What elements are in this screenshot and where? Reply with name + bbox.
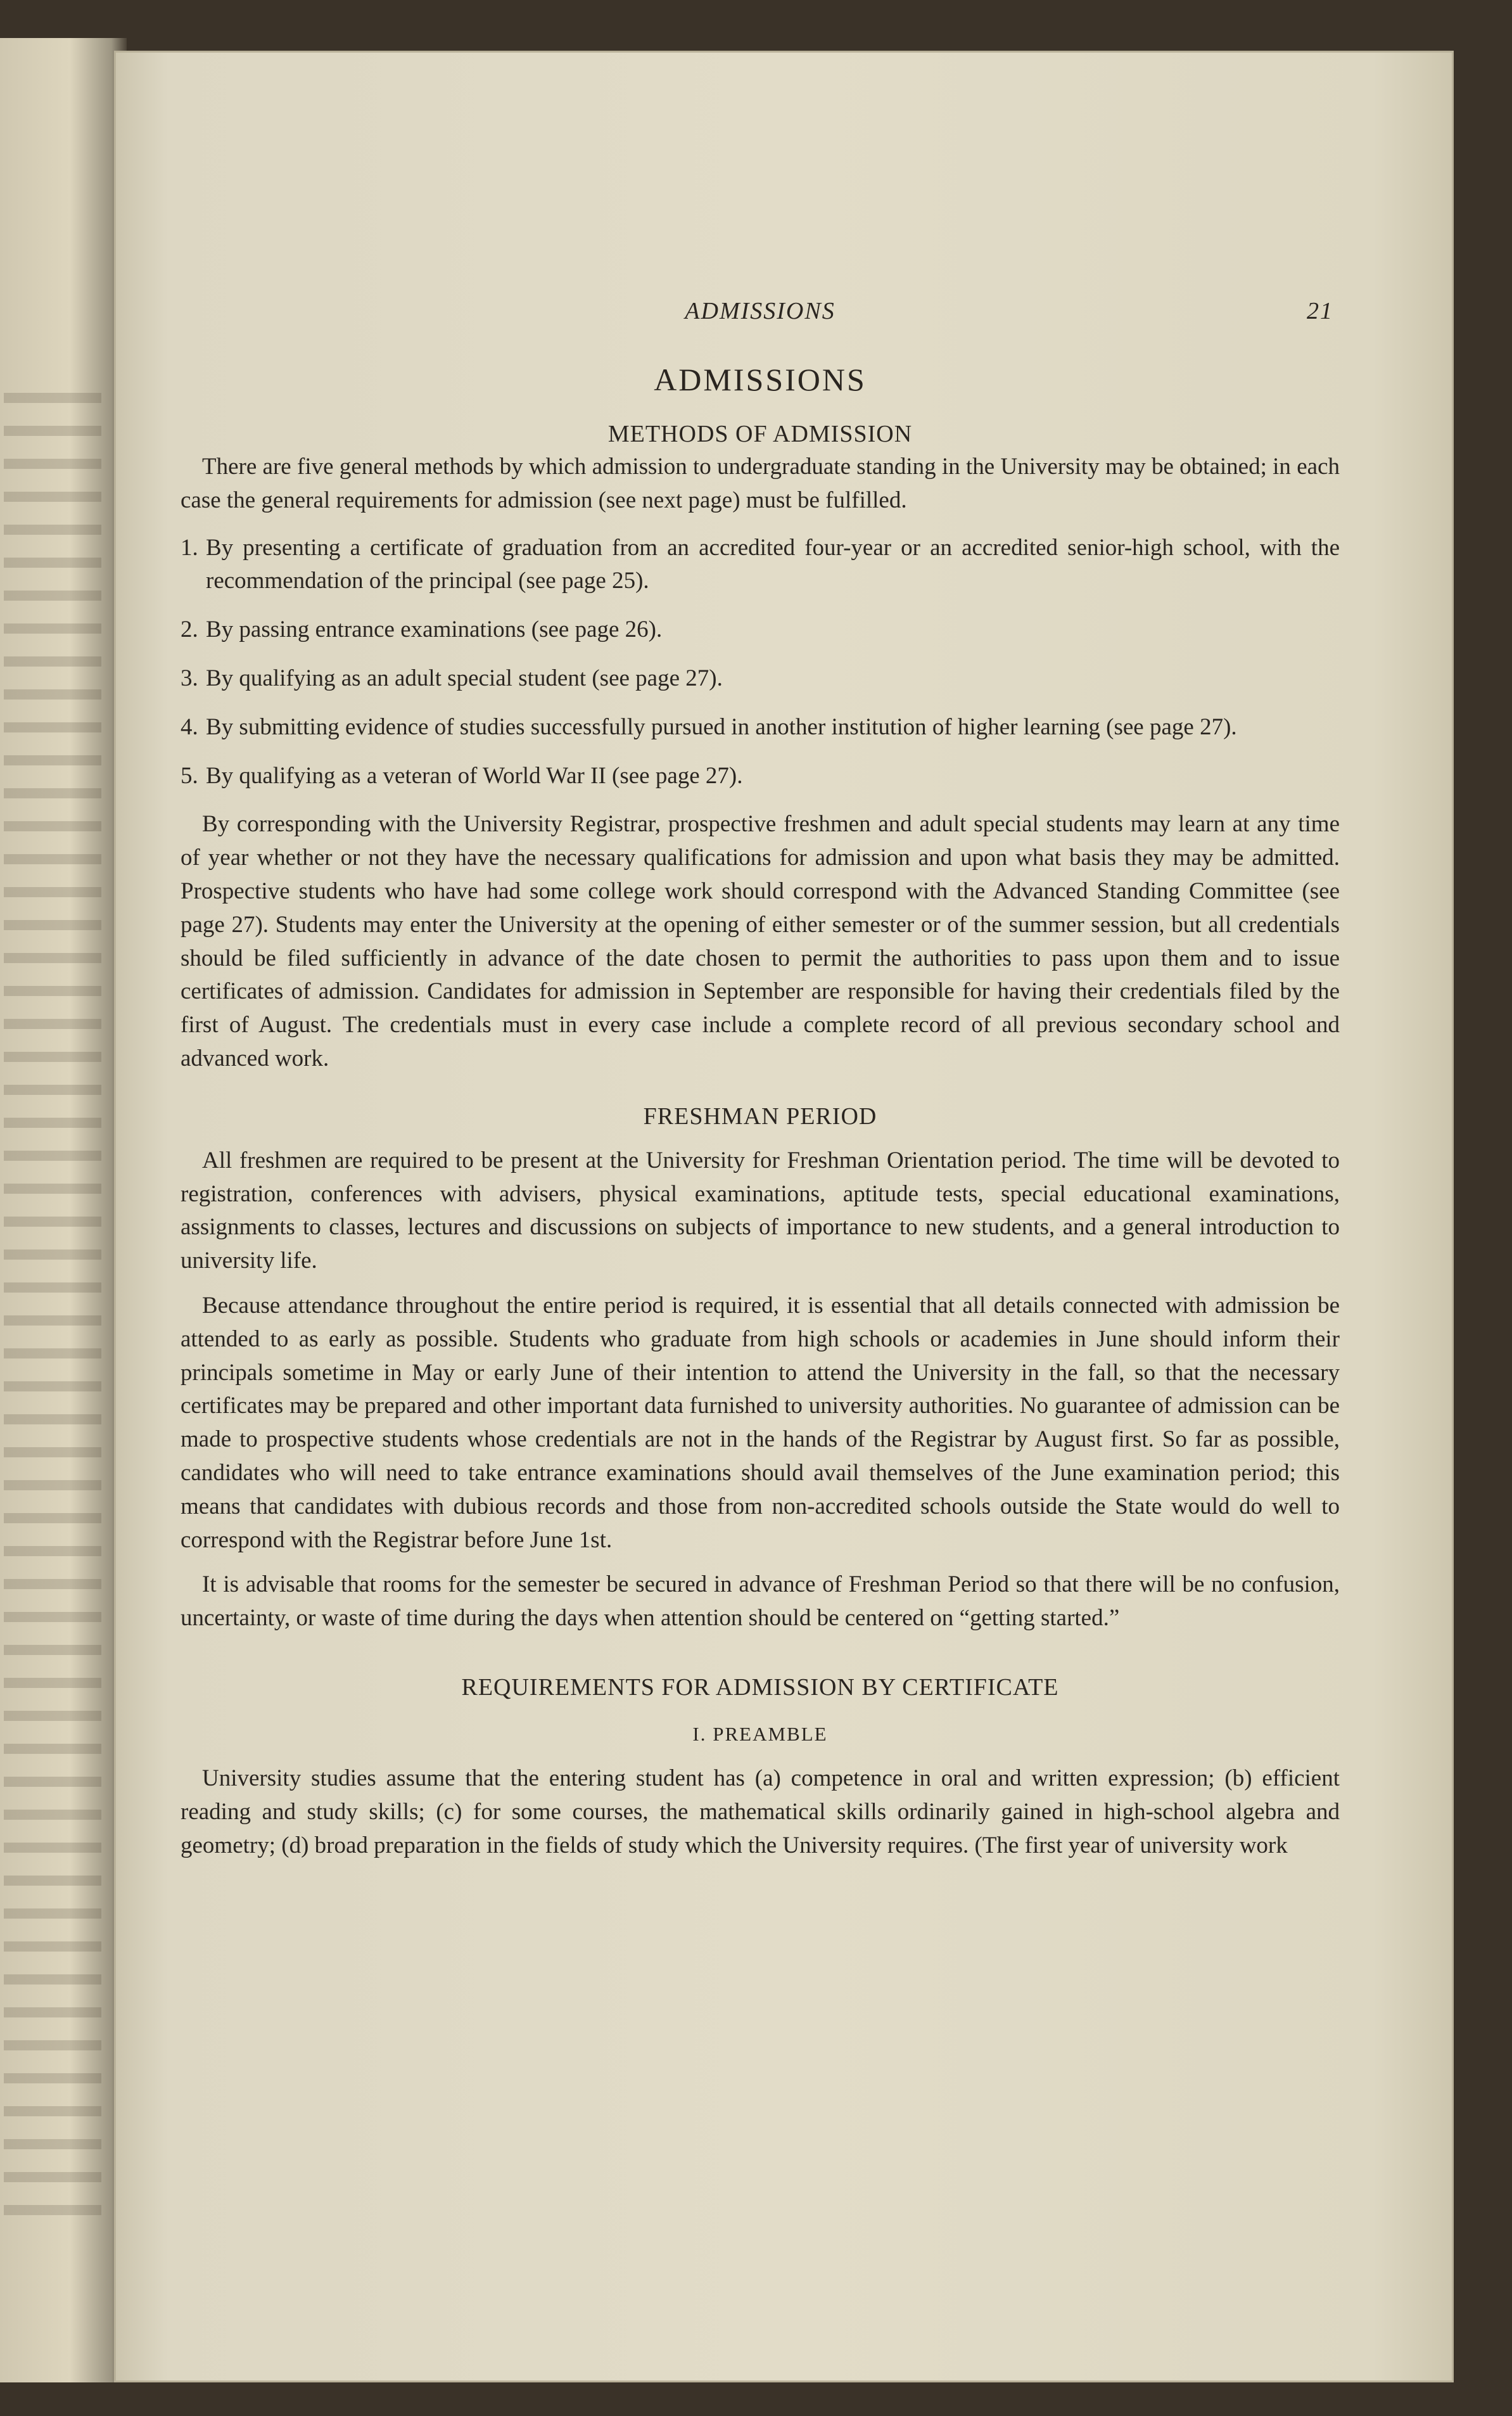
method-text: By presenting a certificate of graduation from an accredited four-year or an accredited senior-high school, with the recommendation of the principal (see page 25).: [206, 534, 1340, 594]
method-item: [181, 613, 1340, 647]
method-number: 4.: [181, 713, 198, 740]
methods-closing-paragraph: By corresponding with the University Registrar, prospective freshmen and adult special students may learn at any time of year whether or not they have the necessary qualifications for admission and upon what basis they may be admitted. Prospective students who have had some college work should correspond with the Advanced Standing Committee (see page 27). Students may enter the University at the opening of either semester or of the summer session, but all credentials should be filed sufficiently in advance of the date chosen to permit the authorities to pass upon them and to issue certificates of admission. Candidates for admission in September are responsible for having their credentials filed by the first of August. The credentials must in every case include a complete record of all previous secondary school and advanced work.: [181, 811, 1340, 1071]
method-item: [181, 662, 1340, 696]
method-number: 1.: [181, 534, 198, 561]
method-text: By qualifying as a veteran of World War II (see page 27).: [206, 762, 743, 789]
freshman-heading: FRESHMAN PERIOD: [643, 1103, 877, 1130]
method-text: By submitting evidence of studies successfully pursued in another institution of higher learning (see page 27).: [206, 713, 1237, 740]
page-number: 21: [1307, 298, 1333, 324]
certificate-heading: REQUIREMENTS FOR ADMISSION BY CERTIFICATE: [461, 1673, 1059, 1701]
running-head-title: ADMISSIONS: [685, 298, 835, 324]
page-content: [181, 241, 1340, 1862]
method-text: By qualifying as an adult special student (see page 27).: [206, 665, 723, 691]
method-item: [181, 532, 1340, 599]
method-item: [181, 711, 1340, 745]
preamble-paragraph: University studies assume that the entering student has (a) competence in oral and written expression; (b) efficient reading and study skills; (c) for some courses, the mathematical skills ordinarily gained in high-school algebra and geometry; (d) broad preparation in the fields of study which the University requires. (The first year of university work: [181, 1765, 1340, 1858]
methods-list: [181, 532, 1340, 793]
method-text: By passing entrance examinations (see page 26).: [206, 617, 663, 643]
preamble-heading: I. PREAMBLE: [692, 1722, 828, 1745]
running-head: [181, 295, 1340, 333]
book-page: [114, 51, 1454, 2382]
methods-intro: There are five general methods by which admission to undergraduate standing in the University may be obtained; in each case the general requirements for admission (see next page) must be fulfilled.: [181, 454, 1340, 513]
freshman-paragraph: All freshmen are required to be present at the University for Freshman Orientation period. The time will be devoted to registration, conferences with advisers, physical examinations, aptitude tests, special educational examinations, assignments to classes, lectures and discussions on subjects of importance to new students, and a general introduction to university life.: [181, 1147, 1340, 1274]
method-number: 5.: [181, 762, 198, 789]
facing-page-edge: [0, 38, 127, 2382]
method-number: 3.: [181, 665, 198, 691]
page-title: ADMISSIONS: [654, 362, 867, 397]
freshman-paragraph: Because attendance throughout the entire period is required, it is essential that all details connected with admission be attended to as early as possible. Students who graduate from high schools or academies in June should inform their principals sometime in May or early June of their intention to attend the University in the fall, so that the necessary certificates may be prepared and other important data furnished to university authorities. No guarantee of admission can be made to prospective students whose credentials are not in the hands of the Registrar by August first. So far as possible, candidates who will need to take entrance examinations should avail themselves of the June examination period; this means that candidates with dubious records and those from non-accredited schools outside the State would do well to correspond with the Registrar before June 1st.: [181, 1292, 1340, 1553]
methods-heading: METHODS OF ADMISSION: [607, 421, 913, 447]
freshman-paragraph: It is advisable that rooms for the semester be secured in advance of Freshman Period so that there will be no confusion, uncertainty, or waste of time during the days when attention should be centered on “getting started.”: [181, 1571, 1340, 1632]
method-item: [181, 760, 1340, 793]
method-number: 2.: [181, 617, 198, 643]
facing-page-bleed-text: [4, 393, 101, 2230]
